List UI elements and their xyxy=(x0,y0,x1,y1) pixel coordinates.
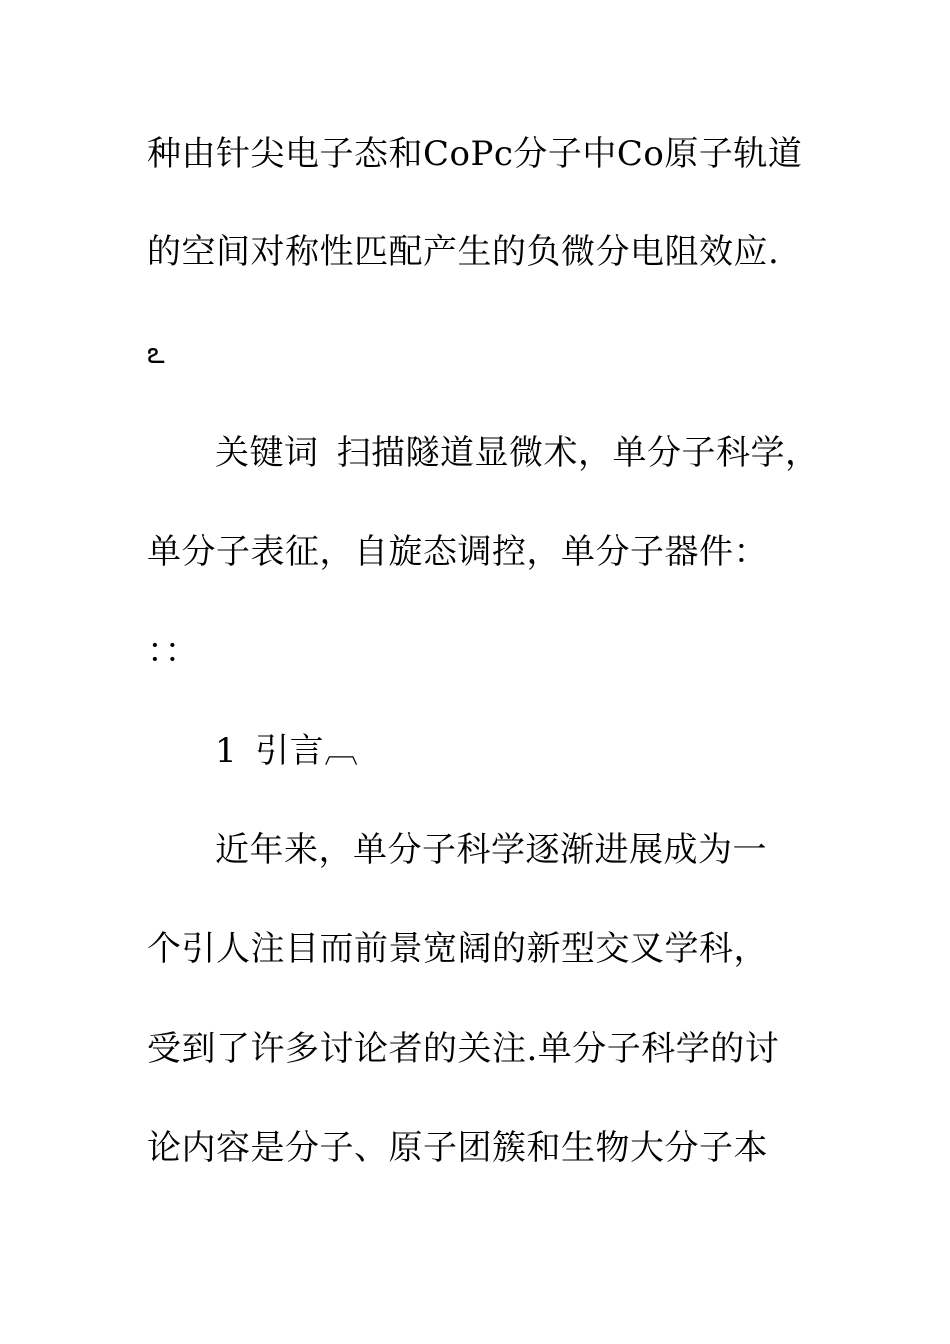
section-title: 引言 xyxy=(255,731,325,771)
keywords-line-2: 单分子表征，自旋态调控，单分子器件： xyxy=(147,532,768,572)
section-number: 1 xyxy=(215,731,238,771)
body-line-3: 受到了许多讨论者的关注.单分子科学的讨 xyxy=(147,1029,780,1069)
abstract-line-2: 的空间对称性匹配产生的负微分电阻效应. xyxy=(147,232,780,272)
body-line-4: 论内容是分子、原子团簇和生物大分子本 xyxy=(147,1128,768,1168)
body-line-2: 个引人注目而前景宽阔的新型交叉学科， xyxy=(147,929,768,969)
keywords-line-1 xyxy=(215,433,820,473)
keywords-text-1: 扫描隧道显微术，单分子科学， xyxy=(336,433,820,473)
abstract-line-1: 种由针尖电子态和CoPc分子中Co原子轨道 xyxy=(147,134,803,174)
section-heading xyxy=(215,731,359,771)
ornament-glyph: ఽ xyxy=(147,336,165,371)
keywords-trailing: ：： xyxy=(147,631,199,671)
keywords-label: 关键词 xyxy=(215,433,319,473)
section-mark: ︹ xyxy=(324,731,359,771)
body-line-1: 近年来，单分子科学逐渐进展成为一 xyxy=(215,830,767,870)
